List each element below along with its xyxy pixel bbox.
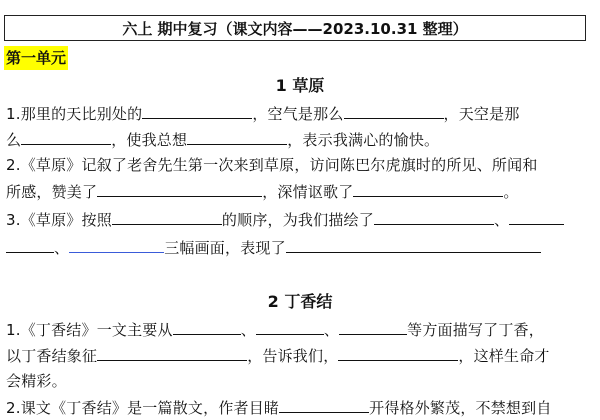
text: ，这样生命才 bbox=[458, 347, 550, 365]
text: 、 bbox=[323, 321, 340, 339]
answer-blank[interactable] bbox=[97, 180, 262, 197]
lesson-1-q3-line1 bbox=[6, 208, 564, 231]
text: 、 bbox=[240, 321, 256, 339]
answer-blank[interactable] bbox=[112, 208, 222, 225]
text: 的顺序，为我们描绘了 bbox=[221, 211, 374, 229]
text: 1.《丁香结》一文主要从 bbox=[6, 321, 173, 339]
answer-blank[interactable] bbox=[509, 208, 564, 225]
answer-blank[interactable] bbox=[173, 318, 241, 335]
text: ，深情讴歌了 bbox=[262, 183, 354, 201]
lesson-2-q1-line2 bbox=[6, 344, 550, 367]
text: 么 bbox=[6, 131, 22, 149]
answer-blank[interactable] bbox=[69, 236, 164, 253]
lesson-1-q1-line2 bbox=[6, 128, 439, 151]
answer-blank[interactable] bbox=[279, 396, 369, 413]
lesson-2-title: 2 丁香结 bbox=[267, 292, 333, 311]
lesson-2-q1-line3: 会精彩。 bbox=[6, 372, 67, 390]
text: ，告诉我们， bbox=[247, 347, 339, 365]
page-title-text: 六上 期中复习（课文内容——2023.10.31 整理） bbox=[122, 19, 468, 38]
lesson-1-q2-line2 bbox=[6, 180, 519, 203]
text: 3.《草原》按照 bbox=[6, 211, 112, 229]
lesson-2-q2-line1 bbox=[6, 396, 552, 419]
answer-blank[interactable] bbox=[353, 180, 503, 197]
answer-blank[interactable] bbox=[187, 128, 287, 145]
answer-blank[interactable] bbox=[344, 102, 444, 119]
lesson-1-title: 1 草原 bbox=[275, 76, 325, 95]
answer-blank[interactable] bbox=[6, 236, 54, 253]
text: 三幅画面，表现了 bbox=[164, 239, 286, 257]
answer-blank[interactable] bbox=[374, 208, 494, 225]
text: ，使我总想 bbox=[111, 131, 188, 149]
text: ，空气是那么 bbox=[252, 105, 344, 123]
lesson-1-q2-line1: 2.《草原》记叙了老舍先生第一次来到草原，访问陈巴尔虎旗时的所见、所闻和 bbox=[6, 156, 538, 174]
text: 所感，赞美了 bbox=[6, 183, 98, 201]
lesson-2-q1-line1 bbox=[6, 318, 544, 341]
answer-blank[interactable] bbox=[142, 102, 252, 119]
lesson-1-q1-line1 bbox=[6, 102, 520, 125]
text: 、 bbox=[54, 239, 70, 257]
answer-blank[interactable] bbox=[338, 344, 458, 361]
answer-blank[interactable] bbox=[286, 236, 541, 253]
text: 开得格外繁茂，不禁想到自 bbox=[369, 399, 552, 417]
text: 、 bbox=[493, 211, 510, 229]
text: 等方面描写了丁香， bbox=[407, 321, 544, 339]
text: 1.那里的天比别处的 bbox=[6, 105, 143, 123]
answer-blank[interactable] bbox=[21, 128, 111, 145]
text: 以丁香结象征 bbox=[6, 347, 98, 365]
text: ，天空是那 bbox=[443, 105, 520, 123]
text: ，表示我满心的愉快。 bbox=[287, 131, 440, 149]
answer-blank[interactable] bbox=[256, 318, 324, 335]
unit-heading: 第一单元 bbox=[4, 46, 68, 70]
answer-blank[interactable] bbox=[339, 318, 407, 335]
page-title bbox=[4, 15, 586, 41]
text: 2.课文《丁香结》是一篇散文，作者目睹 bbox=[6, 399, 280, 417]
lesson-1-q3-line2 bbox=[6, 236, 541, 259]
answer-blank[interactable] bbox=[97, 344, 247, 361]
text: 。 bbox=[503, 183, 519, 201]
